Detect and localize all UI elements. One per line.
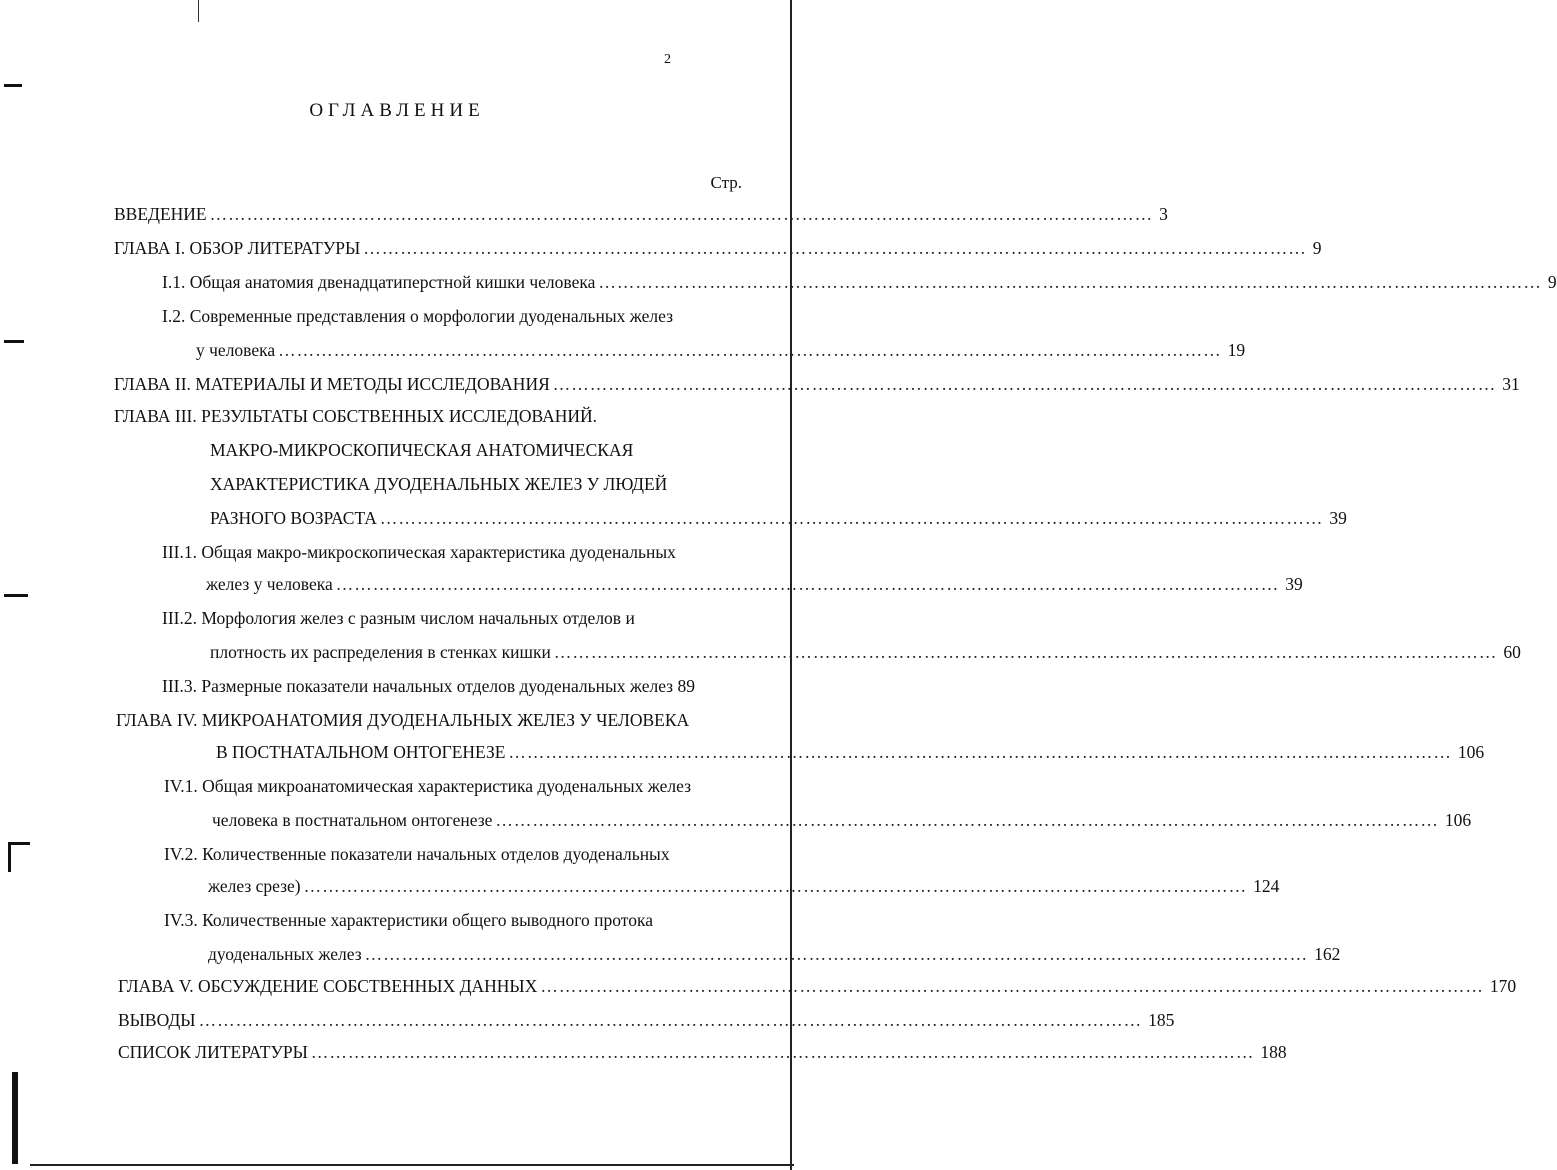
toc-entry-section-3-2[interactable] — [210, 642, 1521, 663]
toc-entry-text: СПИСОК ЛИТЕРАТУРЫ — [118, 1042, 308, 1062]
page-column-label: Стр. — [710, 173, 742, 192]
toc-entry-text: у человека — [196, 340, 276, 360]
toc-entry-text: РАЗНОГО ВОЗРАСТА — [210, 508, 377, 528]
toc-leader: ……………………………………………………………………………………………………………………………………… — [552, 374, 1497, 394]
scan-artifact — [12, 1072, 18, 1164]
toc-entry-text: ВЫВОДЫ — [118, 1010, 196, 1030]
toc-page-number: 106 — [1444, 810, 1472, 830]
toc-leader: ……………………………………………………………………………………………………………………………………… — [310, 1042, 1255, 1062]
toc-page-number: 31 — [1502, 374, 1520, 394]
toc-page-number: 106 — [1457, 742, 1485, 762]
toc-entry-text: ВВЕДЕНИЕ — [114, 204, 207, 224]
toc-entry-text: желез срезе) — [208, 876, 301, 896]
scan-artifact — [4, 340, 24, 343]
scan-artifact — [4, 84, 22, 87]
toc-entry-chapter-3[interactable] — [210, 508, 1347, 529]
toc-page-number: 9 — [1547, 272, 1557, 292]
toc-leader: ……………………………………………………………………………………………………………………………………… — [278, 340, 1222, 360]
toc-leader: ……………………………………………………………………………………………………………………………………… — [495, 810, 1439, 830]
toc-leader: ……………………………………………………………………………………………………………………………………… — [598, 272, 1542, 292]
toc-page-number: 188 — [1260, 1042, 1287, 1062]
toc-entry-chapter-4[interactable] — [216, 742, 1485, 763]
toc-entry-text: желез у человека — [206, 574, 333, 594]
toc-entry-text: человека в постнатальном онтогенезе — [212, 810, 493, 830]
toc-entry-section-4-2-line1[interactable]: IV.2. Количественные показатели начальных отделов дуоденальных — [164, 844, 670, 864]
toc-entry-intro[interactable] — [114, 204, 1168, 225]
scan-artifact — [8, 842, 11, 872]
toc-leader: ……………………………………………………………………………………………………………………………………… — [303, 876, 1248, 896]
toc-leader: ……………………………………………………………………………………………………………………………………… — [363, 238, 1307, 258]
toc-entry-chapter-1[interactable] — [114, 238, 1322, 259]
toc-entry-section-4-3[interactable] — [208, 944, 1341, 965]
toc-entry-chapter-4-line1[interactable]: ГЛАВА IV. МИКРОАНАТОМИЯ ДУОДЕНАЛЬНЫХ ЖЕЛЕЗ У ЧЕЛОВЕКА — [116, 710, 690, 730]
page-number: 2 — [664, 52, 671, 67]
scan-edge-bottom — [30, 1164, 794, 1166]
toc-entry-chapter-3-line3[interactable]: ХАРАКТЕРИСТИКА ДУОДЕНАЛЬНЫХ ЖЕЛЕЗ У ЛЮДЕЙ — [210, 474, 668, 494]
toc-leader: ……………………………………………………………………………………………………………………………………… — [379, 508, 1324, 528]
toc-entry-section-1-2[interactable] — [196, 340, 1246, 361]
toc-leader: ……………………………………………………………………………………………………………………………………… — [540, 976, 1484, 996]
toc-page-number: 9 — [1312, 238, 1322, 258]
toc-entry-text: ГЛАВА I. ОБЗОР ЛИТЕРАТУРЫ — [114, 238, 361, 258]
page-title: ОГЛАВЛЕНИЕ — [309, 100, 485, 121]
toc-leader: ……………………………………………………………………………………………………………………………………… — [198, 1010, 1143, 1030]
toc-page-number: 3 — [1159, 204, 1168, 224]
toc-entry-text: дуоденальных желез — [208, 944, 362, 964]
toc-entry-section-4-3-line1[interactable]: IV.3. Количественные характеристики общего выводного протока — [164, 910, 653, 930]
toc-leader: ……………………………………………………………………………………………………………………………………… — [553, 642, 1498, 662]
toc-entry-section-3-1-line1[interactable]: III.1. Общая макро-микроскопическая характеристика дуоденальных — [162, 542, 676, 562]
toc-entry-section-4-2[interactable] — [208, 876, 1280, 897]
toc-page-number: 170 — [1489, 976, 1517, 996]
toc-entry-section-1-1[interactable] — [162, 272, 1557, 293]
toc-page-number: 162 — [1314, 944, 1341, 964]
toc-entry-chapter-3-line2[interactable]: МАКРО-МИКРОСКОПИЧЕСКАЯ АНАТОМИЧЕСКАЯ — [210, 440, 634, 460]
toc-page-number: 185 — [1148, 1010, 1175, 1030]
toc-entry-section-3-2-line1[interactable]: III.2. Морфология желез с разным числом начальных отделов и — [162, 608, 635, 628]
toc-page-number: 39 — [1329, 508, 1347, 528]
toc-page-number: 124 — [1253, 876, 1280, 896]
toc-entry-text: I.1. Общая анатомия двенадцатиперстной кишки человека — [162, 272, 596, 292]
toc-entry-text: ГЛАВА II. МАТЕРИАЛЫ И МЕТОДЫ ИССЛЕДОВАНИЯ — [114, 374, 550, 394]
toc-entry-section-1-2-line1[interactable]: I.2. Современные представления о морфологии дуоденальных желез — [162, 306, 673, 326]
scan-artifact — [8, 842, 30, 845]
toc-entry-chapter-5[interactable] — [118, 976, 1517, 997]
toc-page-number: 60 — [1503, 642, 1521, 662]
toc-entry-section-3-3[interactable]: III.3. Размерные показатели начальных отделов дуоденальных желез 89 — [162, 676, 695, 696]
toc-page-number: 39 — [1285, 574, 1303, 594]
toc-entry-conclusions[interactable] — [118, 1010, 1175, 1031]
toc-entry-references[interactable] — [118, 1042, 1287, 1063]
toc-entry-text: плотность их распределения в стенках кишки — [210, 642, 551, 662]
toc-entry-text: В ПОСТНАТАЛЬНОМ ОНТОГЕНЕЗЕ — [216, 742, 506, 762]
toc-leader: ……………………………………………………………………………………………………………………………………… — [209, 204, 1154, 224]
toc-leader: ……………………………………………………………………………………………………………………………………… — [364, 944, 1309, 964]
scan-artifact — [4, 594, 28, 597]
toc-entry-chapter-3-line1[interactable]: ГЛАВА III. РЕЗУЛЬТАТЫ СОБСТВЕННЫХ ИССЛЕДОВАНИЙ. — [114, 406, 598, 426]
toc-page-number: 19 — [1227, 340, 1246, 360]
toc-entry-text: ГЛАВА V. ОБСУЖДЕНИЕ СОБСТВЕННЫХ ДАННЫХ — [118, 976, 538, 996]
toc-entry-section-4-1[interactable] — [212, 810, 1472, 831]
toc-entry-section-3-1[interactable] — [206, 574, 1303, 595]
toc-leader: ……………………………………………………………………………………………………………………………………… — [335, 574, 1280, 594]
scan-edge-mark — [198, 0, 199, 22]
toc-entry-chapter-2[interactable] — [114, 374, 1520, 395]
toc-entry-section-4-1-line1[interactable]: IV.1. Общая микроанатомическая характеристика дуоденальных желез — [164, 776, 692, 796]
toc-leader: ……………………………………………………………………………………………………………………………………… — [508, 742, 1452, 762]
